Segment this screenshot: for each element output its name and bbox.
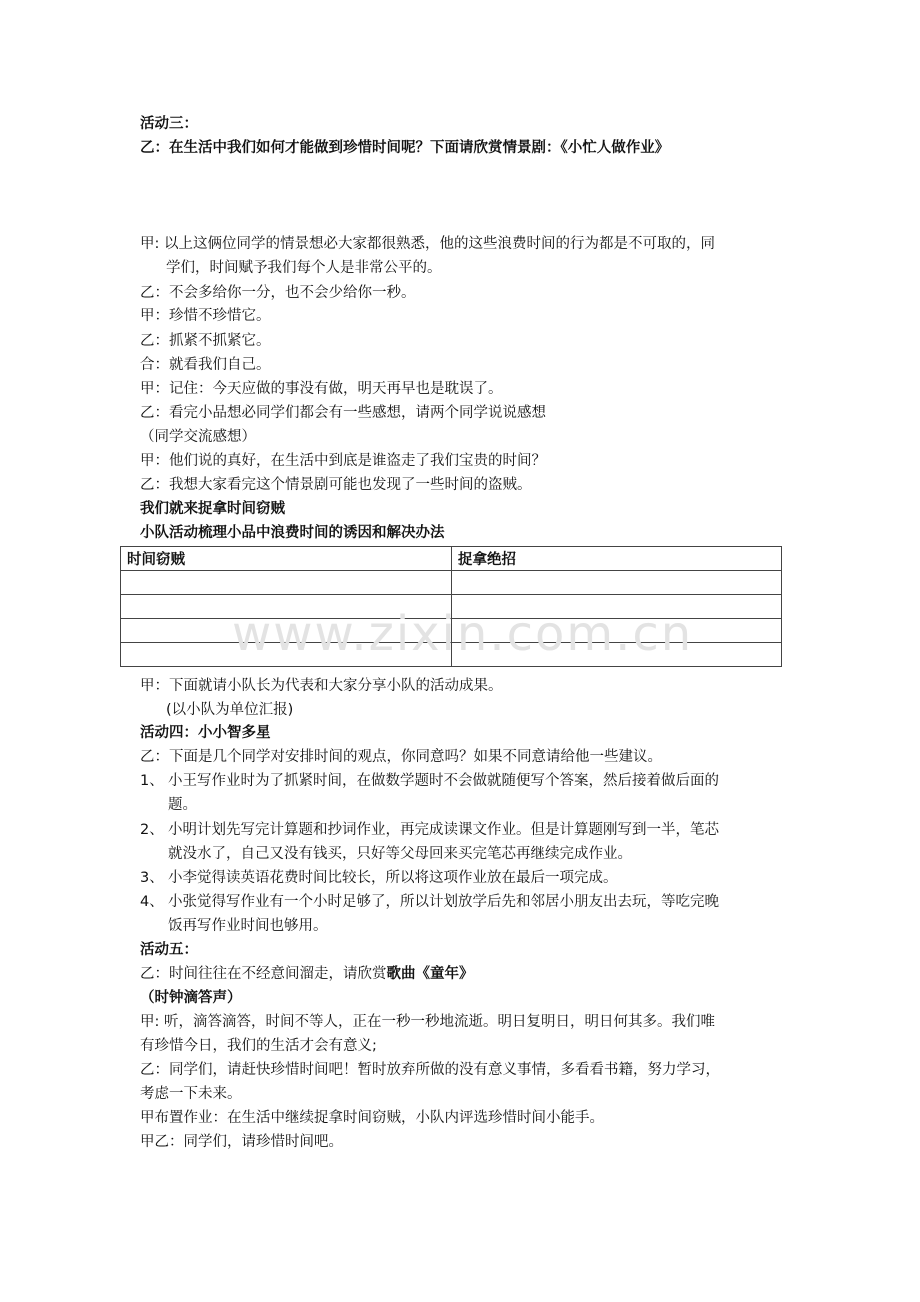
list-item-number: 4、 bbox=[140, 894, 164, 910]
table-row bbox=[121, 643, 782, 667]
dialog-line: 乙：我想大家看完这个情景剧可能也发现了一些时间的盗贼。 bbox=[140, 477, 532, 493]
dialog-line: 合：就看我们自己。 bbox=[140, 357, 271, 373]
list-item-text: 小王写作业时为了抓紧时间，在做数学题时不会做就随便写个答案，然后接着做后面的 bbox=[168, 773, 719, 789]
catch-title: 我们就来捉拿时间窃贼 bbox=[140, 501, 285, 517]
dialog-line: 甲：他们说的真好，在生活中到底是谁盗走了我们宝贵的时间？ bbox=[140, 453, 546, 469]
dialog-line: 甲: 以上这俩位同学的情景想必大家都很熟悉，他的这些浪费时间的行为都是不可取的，同 bbox=[140, 236, 715, 252]
dialog-line: 甲：下面就请小队长为代表和大家分享小队的活动成果。 bbox=[140, 678, 503, 694]
table-row bbox=[121, 571, 782, 595]
list-item-number: 2、 bbox=[140, 822, 164, 838]
dialog-line: 甲: 听，滴答滴答，时间不等人，正在一秒一秒地流逝。明日复明日，明日何其多。我们唯 bbox=[140, 1014, 715, 1030]
dialog-line: 学们，时间赋予我们每个人是非常公平的。 bbox=[166, 260, 442, 276]
list-item-text: 饭再写作业时间也够用。 bbox=[168, 918, 328, 934]
table-cell bbox=[121, 643, 452, 667]
table-title: 小队活动梳理小品中浪费时间的诱因和解决办法 bbox=[140, 525, 445, 541]
closing-line: 甲乙：同学们，请珍惜时间吧。 bbox=[140, 1134, 343, 1150]
table-cell bbox=[121, 571, 452, 595]
activity5-intro-text: 乙：时间往往在不经意间溜走，请欣赏 bbox=[140, 966, 387, 982]
song-title: 歌曲《童年》 bbox=[386, 966, 474, 982]
table-cell bbox=[121, 619, 452, 643]
list-item-number: 3、 bbox=[140, 870, 164, 886]
table-header-row bbox=[121, 547, 782, 571]
list-item-text: 小李觉得读英语花费时间比较长，所以将这项作业放在最后一项完成。 bbox=[168, 870, 618, 886]
column-header-thief: 时间窃贼 bbox=[121, 547, 452, 571]
list-item-text: 小明计划先写完计算题和抄词作业，再完成读课文作业。但是计算题刚写到一半，笔芯 bbox=[168, 822, 719, 838]
table-cell bbox=[452, 571, 782, 595]
dialog-line: 考虑一下未来。 bbox=[140, 1086, 242, 1102]
table-cell bbox=[452, 619, 782, 643]
table-row bbox=[121, 595, 782, 619]
homework-line: 甲布置作业：在生活中继续捉拿时间窃贼，小队内评选珍惜时间小能手。 bbox=[140, 1110, 604, 1126]
dialog-line: 乙：看完小品想必同学们都会有一些感想，请两个同学说说感想 bbox=[140, 405, 546, 421]
list-item-text: 题。 bbox=[168, 797, 197, 813]
list-item-text: 就没水了，自己又没有钱买，只好等父母回来买完笔芯再继续完成作业。 bbox=[168, 846, 632, 862]
watermark: www.zixin.com.cn bbox=[232, 606, 694, 662]
table-cell bbox=[121, 595, 452, 619]
dialog-line: 有珍惜今日，我们的生活才会有意义; bbox=[140, 1038, 377, 1054]
dialog-line: 甲：珍惜不珍惜它。 bbox=[140, 308, 271, 324]
list-item-text: 小张觉得写作业有一个小时足够了，所以计划放学后先和邻居小朋友出去玩，等吃完晚 bbox=[168, 894, 719, 910]
table-cell bbox=[452, 595, 782, 619]
activity3-intro: 乙：在生活中我们如何才能做到珍惜时间呢？下面请欣赏情景剧：《小忙人做作业》 bbox=[140, 140, 670, 156]
dialog-line: （同学交流感想） bbox=[140, 429, 256, 445]
activity5-heading: 活动五： bbox=[140, 942, 198, 958]
dialog-line: (以小队为单位汇报) bbox=[166, 702, 294, 718]
dialog-line: 乙：同学们，请赶快珍惜时间吧！暂时放弃所做的没有意义事情，多看看书籍，努力学习， bbox=[140, 1062, 720, 1078]
clock-sound: （时钟滴答声） bbox=[140, 990, 242, 1006]
table-row bbox=[121, 619, 782, 643]
time-thief-table bbox=[120, 546, 782, 667]
list-item-number: 1、 bbox=[140, 773, 164, 789]
dialog-line: 乙：抓紧不抓紧它。 bbox=[140, 333, 271, 349]
table-cell bbox=[452, 643, 782, 667]
activity5-intro bbox=[140, 964, 474, 984]
column-header-method: 捉拿绝招 bbox=[452, 547, 782, 571]
dialog-line: 乙：不会多给你一分，也不会少给你一秒。 bbox=[140, 285, 416, 301]
activity4-heading: 活动四：小小智多星 bbox=[140, 725, 271, 741]
dialog-line: 甲：记住：今天应做的事没有做，明天再早也是耽误了。 bbox=[140, 381, 503, 397]
activity4-intro: 乙：下面是几个同学对安排时间的观点，你同意吗？如果不同意请给他一些建议。 bbox=[140, 749, 662, 765]
activity3-heading: 活动三： bbox=[140, 116, 198, 132]
